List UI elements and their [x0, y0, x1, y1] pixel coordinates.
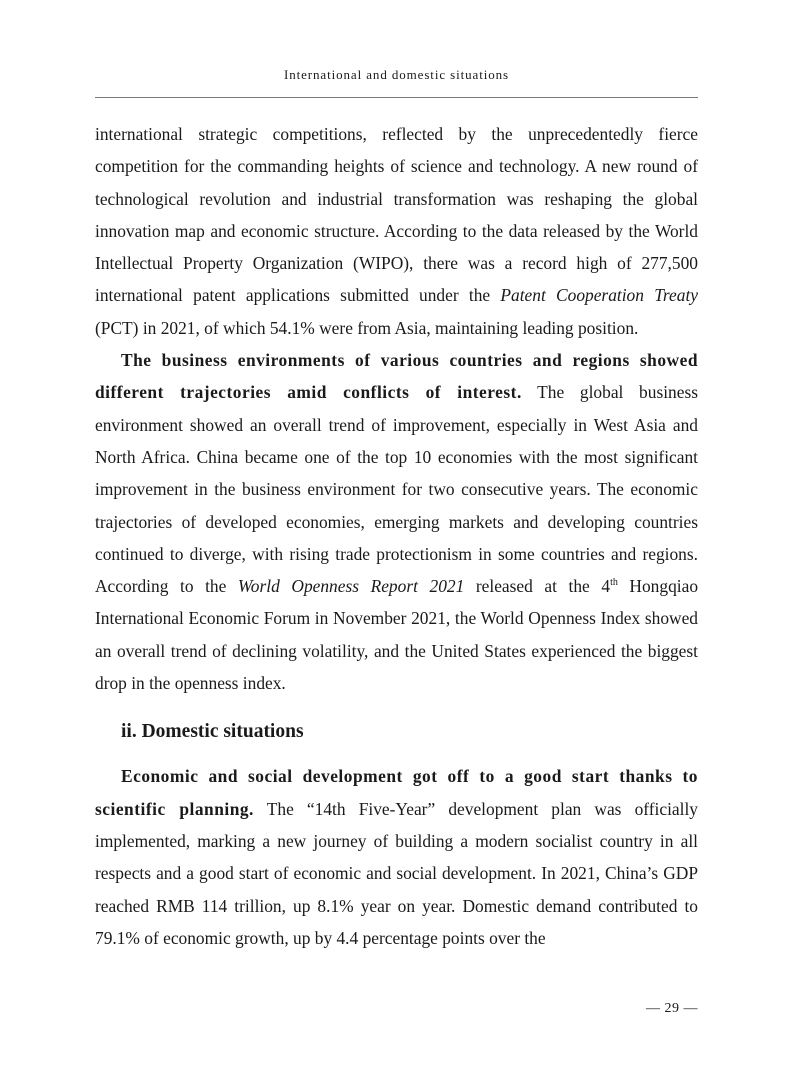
- paragraph-2-text-mid: released at the 4: [464, 576, 611, 597]
- ordinal-superscript: th: [610, 577, 618, 589]
- paragraph-3-text: The “14th Five-Year” development plan was officially implemented, marking a new journey of building a modern socialist country in all respects and a good start of economic and social development. In 2021, China’s GDP reached RMB 114 trillion, up 8.1% year on year. Domestic demand contributed to 79.1% of economic growth, up by 4.4 percentage points over the: [95, 798, 698, 948]
- paragraph-3: [95, 760, 698, 954]
- header-rule: [95, 97, 698, 98]
- paragraph-1-text-end: (PCT) in 2021, of which 54.1% were from Asia, maintaining leading position.: [95, 317, 639, 338]
- section-heading: ii. Domestic situations: [121, 721, 304, 743]
- paragraph-1-treaty-title: Patent Cooperation Treaty: [500, 285, 698, 306]
- paragraph-1-text: international strategic competitions, reflected by the unprecedentedly fierce competition for the commanding heights of science and technology. A new round of technological revolution and industrial transformation was reshaping the global innovation map and economic structure. According to the data released by the World Intellectual Property Organization (WIPO), there was a record high of 277,500 international patent applications submitted under the: [95, 124, 698, 306]
- paragraph-3-lead: Economic and social development got off to a good start thanks to scientific planning.: [95, 766, 698, 819]
- body-text: [95, 118, 698, 954]
- paragraph-2-lead: The business environments of various countries and regions showed different trajectories amid conflicts of interest.: [95, 350, 698, 403]
- paragraph-2: [95, 344, 698, 699]
- paragraph-2-text: The global business environment showed an overall trend of improvement, especially in West Asia and North Africa. China became one of the top 10 economies with the most significant improvement in the business environment for two consecutive years. The economic trajectories of developed economies, emerging markets and developing countries continued to diverge, with rising trade protectionism in some countries and regions. According to the: [95, 382, 698, 597]
- paragraph-2-report-title: World Openness Report 2021: [237, 576, 465, 597]
- paragraph-2-text-end: Hongqiao International Economic Forum in November 2021, the World Openness Index showed an overall trend of declining volatility, and the United States experienced the biggest drop in the openness index.: [95, 576, 699, 694]
- page-number: — 29 —: [646, 1001, 698, 1016]
- running-title: International and domestic situations: [283, 67, 509, 82]
- paragraph-1: [95, 118, 698, 344]
